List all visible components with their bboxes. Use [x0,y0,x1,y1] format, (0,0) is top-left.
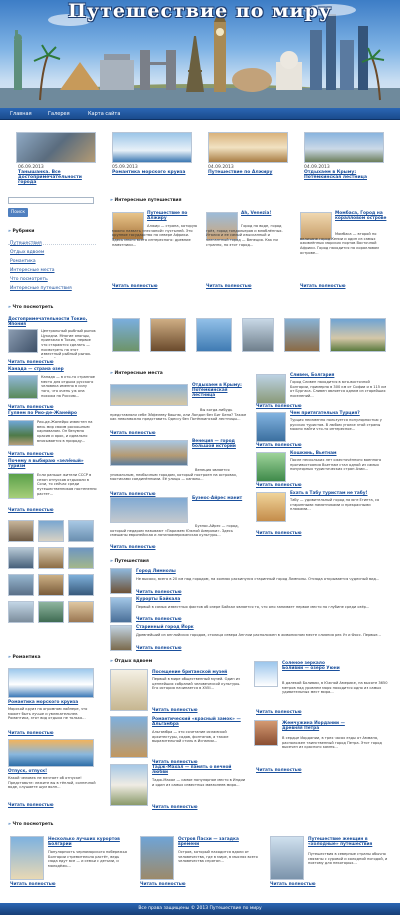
side-post-image[interactable] [8,329,38,353]
strip-photo[interactable] [242,318,274,352]
read-more-link[interactable]: Читать полностью [300,284,346,289]
post-image[interactable] [256,412,286,442]
side-post-text: Рио-де-Жанейро известен на весь мир своим роскошным карнавалом. Он безумно красив и ярок, и идеально вписывается в природу... [37,420,93,443]
post-image[interactable] [110,384,188,406]
post-title[interactable]: Романтический «красный замок» — Альгамбра [152,717,241,727]
top-post-title[interactable]: Танышанка. Все достопримечательности города [18,170,82,186]
post-image[interactable] [254,720,278,746]
read-more-link[interactable]: Читать полностью [10,882,56,887]
post-text: Первый в мире общественный музей. Один из ценнейших собраний человеческой культуры. Его история начинается в XVIII... [152,677,241,691]
section-heading: » Путешествия [110,559,149,565]
post-title[interactable]: Путешествие по Алжиру [147,211,188,221]
nav-sitemap[interactable]: Карта сайта [88,111,121,117]
top-post-title[interactable]: Отдыхаем в Крыму: Потёмкинская лестница [304,170,367,181]
post-text: Путешествия в северные страны обычно связаны с суровой и холодной погодой, и поэтому для некоторых... [308,852,388,866]
gallery-thumb[interactable] [8,547,34,569]
side-post-title[interactable]: Достопримечательности Токио, Япония [8,317,88,327]
site-title[interactable]: Путешествие по миру [67,0,333,22]
post-title[interactable]: Кошкинь, Вьетнам [290,451,337,456]
section-heading: » Отдых вдвоем [110,659,152,665]
read-more-link[interactable]: Читать полностью [256,443,302,448]
side-post-text: Морской круиз на огромном лайнере, что может быть лучше и увлекательнее. Романтика, этот вид отдыха не только... [8,707,88,721]
top-post-image[interactable] [304,132,384,163]
nav-gallery[interactable]: Галерея [48,111,70,117]
post-image[interactable] [254,661,278,687]
gallery-thumb[interactable] [68,520,94,542]
strip-photo[interactable] [150,318,186,352]
top-post-image[interactable] [208,132,288,163]
post-image[interactable] [110,625,132,651]
read-more-link[interactable]: Читать полностью [270,882,316,887]
read-more-link[interactable]: Читать полностью [110,492,156,497]
post-text: Венеция является уникальным, необычным городом, который построен на островах, мостиками соединёнными. Её улицы — каналы... [110,468,238,482]
post-title[interactable]: Город Лимнолы [136,569,176,574]
post-text: Тадж-Махал — самое популярное место в Индии и один из самых известных мавзолеев мира... [152,778,246,787]
side-post-text: Какой человек не мечтает об отпуске! Представьте: лежите вы в тёплой, солнечной воде, слушаете шум волн... [8,776,96,790]
read-more-link[interactable]: Читать полностью [8,731,54,736]
site-footer [0,903,400,915]
post-text: Вы когда-нибудь представляли себе Эйфелеву башню, или Лондон без Биг Бена? Также как невозможно представить Одессу без Потёмкинской лестницы... [110,408,247,422]
post-image[interactable] [110,497,188,523]
post-image[interactable] [110,669,148,711]
post-text: Первый в самых известных фактов об озере Байкал является то, что оно занимает первое место по глубине среди озёр... [136,605,370,609]
gallery-thumb[interactable] [68,547,94,569]
post-text: В далекой Боливии, в Южной Америке, на высоте 3650 метров над уровнем моря находится одно из самых удивительных мест мира... [282,681,388,695]
side-post-text: Канада — в кто-то странное место для отдыха русского человека именно в силу того, что очень уж она похожа на Россию... [41,375,95,398]
post-title[interactable]: Ехать в Табу туристам не табу! [290,491,368,496]
strip-photo[interactable] [330,318,386,352]
post-title[interactable]: Жемчужина Иордании — древняя Петра [282,721,345,731]
side-post-title[interactable]: Отпуск, отпуск! [8,769,48,774]
post-title[interactable]: Соленое зеркало Боливии — озеро Уюни [282,661,340,671]
post-title[interactable]: Отдыхаем в Крыму: Потёмкинская лестница [192,383,242,398]
top-post-date: 05.09.2013 [112,165,138,170]
side-post-title[interactable]: Канада — страна озер [8,367,64,372]
post-title[interactable]: Несколько лучших курортов Болгарии [48,837,120,847]
top-post-date: 06.09.2013 [18,165,44,170]
side-post-text: Центральный рыбный рынок Цукидзи. Многие японцы, приезжая в Токио, первое что стараются сделать — посмотреть на этот известный рыбный рынок. [41,329,96,357]
read-more-link[interactable]: Читать полностью [256,483,302,488]
gallery-thumb[interactable] [8,601,34,623]
main-nav [0,108,400,120]
post-title[interactable]: Тадж-Махал — память о вечной любви [152,765,232,775]
rubric-link[interactable]: Романтика [10,259,36,264]
read-more-link[interactable]: Читать полностью [8,803,54,808]
strip-photo[interactable] [112,318,140,352]
strip-photo[interactable] [196,318,232,352]
post-title[interactable]: Путешествие женщин в «холодные» путешествия [308,837,373,847]
read-more-link[interactable]: Читать полностью [152,760,198,765]
post-text: В сердце Иордании, в трех часах езды от Аммана, расположен таинственный город Петра. Этот город высечен из красного камня... [282,736,382,750]
read-more-link[interactable]: Читать полностью [8,405,54,410]
read-more-link[interactable]: Читать полностью [8,452,54,457]
rubric-link[interactable]: Отдых вдвоем [10,250,45,255]
site-header [0,0,400,108]
post-title[interactable]: Старинный город Йорк [136,625,194,630]
post-image[interactable] [110,440,188,466]
read-more-link[interactable]: Читать полностью [256,404,302,409]
post-title[interactable]: Чем притягательна Турция? [290,411,360,416]
read-more-link[interactable]: Читать полностью [136,617,182,622]
post-text: Табу — удивительный город на юге Египта, со старинными памятниками и прекрасными пляжами... [290,498,380,512]
side-post-title[interactable]: Романтика морского круиза [8,700,79,705]
read-more-link[interactable]: Читать полностью [136,590,182,595]
read-more-link[interactable]: Читать полностью [8,360,54,365]
side-post-image[interactable] [8,420,34,446]
section-heading: » Что посмотреть [8,822,53,828]
post-title[interactable]: Посещение британской музей [152,670,228,675]
post-title[interactable]: Сливен, Болгария [290,373,335,378]
side-post-title[interactable]: Почему я выбираю «зелёный» туризм [8,459,84,469]
rubrics-heading: » Рубрики [8,229,34,235]
read-more-link[interactable]: Читать полностью [256,768,302,773]
read-more-link[interactable]: Читать полностью [206,284,252,289]
post-text: Турция неизменно пользуется популярностью у русских туристов. В любом уголке этой страны можно найти что-то интересное... [290,418,382,432]
post-text: Древнейший из английских городов, столица севера Англии расположен в живописном месте слияния рек Уз и Фосс. Первые... [136,633,381,637]
post-text: Момбаса — второй по величине город Кении и один из самых оживлённых морских портов Восточной Африки. Город находится на коралловом острове... [300,232,379,255]
gallery-thumb[interactable] [38,574,64,596]
see-heading: » Что посмотреть [8,305,53,311]
rubric-link[interactable]: Путешествия [10,241,42,246]
rubric-link[interactable]: Интересные места [10,268,55,273]
read-more-link[interactable]: Читать полностью [136,646,182,651]
top-post-image[interactable] [112,132,192,163]
read-more-link[interactable]: Читать полностью [112,284,158,289]
read-more-link[interactable]: Читать полностью [152,708,198,713]
read-more-link[interactable]: Читать полностью [8,508,54,513]
post-text: После нескольких лет ожесточённого военного противостояния Вьетнам стал одной из самых популярных туристических стран Азии... [290,458,382,472]
rubric-link[interactable]: Интересные путешествия [10,286,72,291]
post-text: Город на воде, город грёз, город гондольеров и влюблённых. Италия и ее самый изысканный и элегантный город — Венеция. Как ни странно, но этот город... [206,224,283,247]
post-text: Альгамбра — это сочетание исламской архитектуры, садов, фонтанов, а также выразительной стиль в Испании... [152,730,229,744]
post-title[interactable]: Момбаса, Город на коралловом острове [335,211,387,221]
side-post-title[interactable]: Гуляем по Рио-де-Жанейро [8,411,77,416]
section-heading: » Интересные места [110,371,163,377]
post-text: Популярность черноморского побережья Болгарии стремительно растёт, ведь сюда едут все — и семьи с детьми, и молодёжь... [48,850,127,869]
read-more-link[interactable]: Читать полностью [256,531,302,536]
post-title[interactable]: Буэнос-Айрес манит [192,496,243,501]
read-more-link[interactable]: Читать полностью [110,545,156,550]
post-image[interactable] [110,568,132,594]
post-image[interactable] [110,716,148,758]
post-text: Не высоко, всего в 20 км над городом, на холмах раскинулся старинный город Лимнолы. Отсюда открывается чудесный вид... [136,577,380,581]
read-more-link[interactable]: Читать полностью [152,805,198,810]
post-image[interactable] [270,836,304,880]
romance-heading: » Романтика [8,655,41,661]
side-post-text: Если раньше жители СССР в сезон отпусков отдыхали в Сочи, то сейчас среди путешественников постепенно растет... [37,473,97,496]
post-image[interactable] [256,492,286,522]
side-post-image[interactable] [8,473,34,499]
post-text: Алжир — страна, которую можно назвать «песчаной» пустыней. Это крупное государство на севере Африки. Здесь много всего интересного: древние памятники... [112,224,197,247]
post-title[interactable]: Ah, Venezia! [241,211,272,216]
post-image[interactable] [256,374,286,404]
post-image[interactable] [10,836,44,880]
post-image[interactable] [140,836,174,880]
read-more-link[interactable]: Читать полностью [256,710,302,715]
gallery-thumb[interactable] [8,574,34,596]
side-post-image[interactable] [8,375,38,399]
gallery-thumb[interactable] [38,547,64,569]
gallery-thumb[interactable] [38,601,64,623]
gallery-thumb[interactable] [68,574,94,596]
post-image[interactable] [110,764,148,806]
gallery-thumb[interactable] [8,520,34,542]
read-more-link[interactable]: Читать полностью [140,882,186,887]
side-post-image[interactable] [8,668,94,698]
read-more-link[interactable]: Читать полностью [110,431,156,436]
side-post-image[interactable] [8,739,94,767]
top-post-date: 04.09.2013 [208,165,234,170]
strip-photo[interactable] [284,318,320,352]
top-post-date: 04.09.2013 [304,165,330,170]
gallery-thumb[interactable] [68,601,94,623]
post-text: Буэнос-Айрес — город, который недаром называют «Парижем Южной Америки». Здесь смешаны европейская и латиноамериканская культуры... [110,524,239,538]
rubric-link[interactable]: Что посмотреть [10,277,48,282]
post-title[interactable]: Курорты Байкала [136,597,181,602]
gallery-thumb[interactable] [38,520,64,542]
section-heading: » Интересные путешествия [110,198,181,204]
top-post-title[interactable]: Путешествие по Алжиру [208,170,273,175]
post-text: Город Сливен находится в юго-восточной Болгарии, примерно в 300 км от Софии и в 115 км от Бургаса. Сливен является одним из старейших поселений... [290,380,387,399]
post-text: Остров, который находится вдали от человечества, где в мире, в мыслях всего человечества спрятан... [178,850,258,864]
search-input[interactable] [8,197,94,204]
post-image[interactable] [110,597,132,623]
post-title[interactable]: Остров Пасхи — загадка времени [178,837,239,847]
post-image[interactable] [256,452,286,482]
search-button[interactable]: Поиск [8,208,28,217]
post-title[interactable]: Венеция — город большой истории [192,439,236,449]
nav-home[interactable]: Главная [10,111,32,117]
top-post-image[interactable] [16,132,96,163]
footer-copyright: Все права защищены © 2013 Путешествие по миру [138,906,262,911]
top-post-title[interactable]: Романтика морского круиза [112,170,186,175]
